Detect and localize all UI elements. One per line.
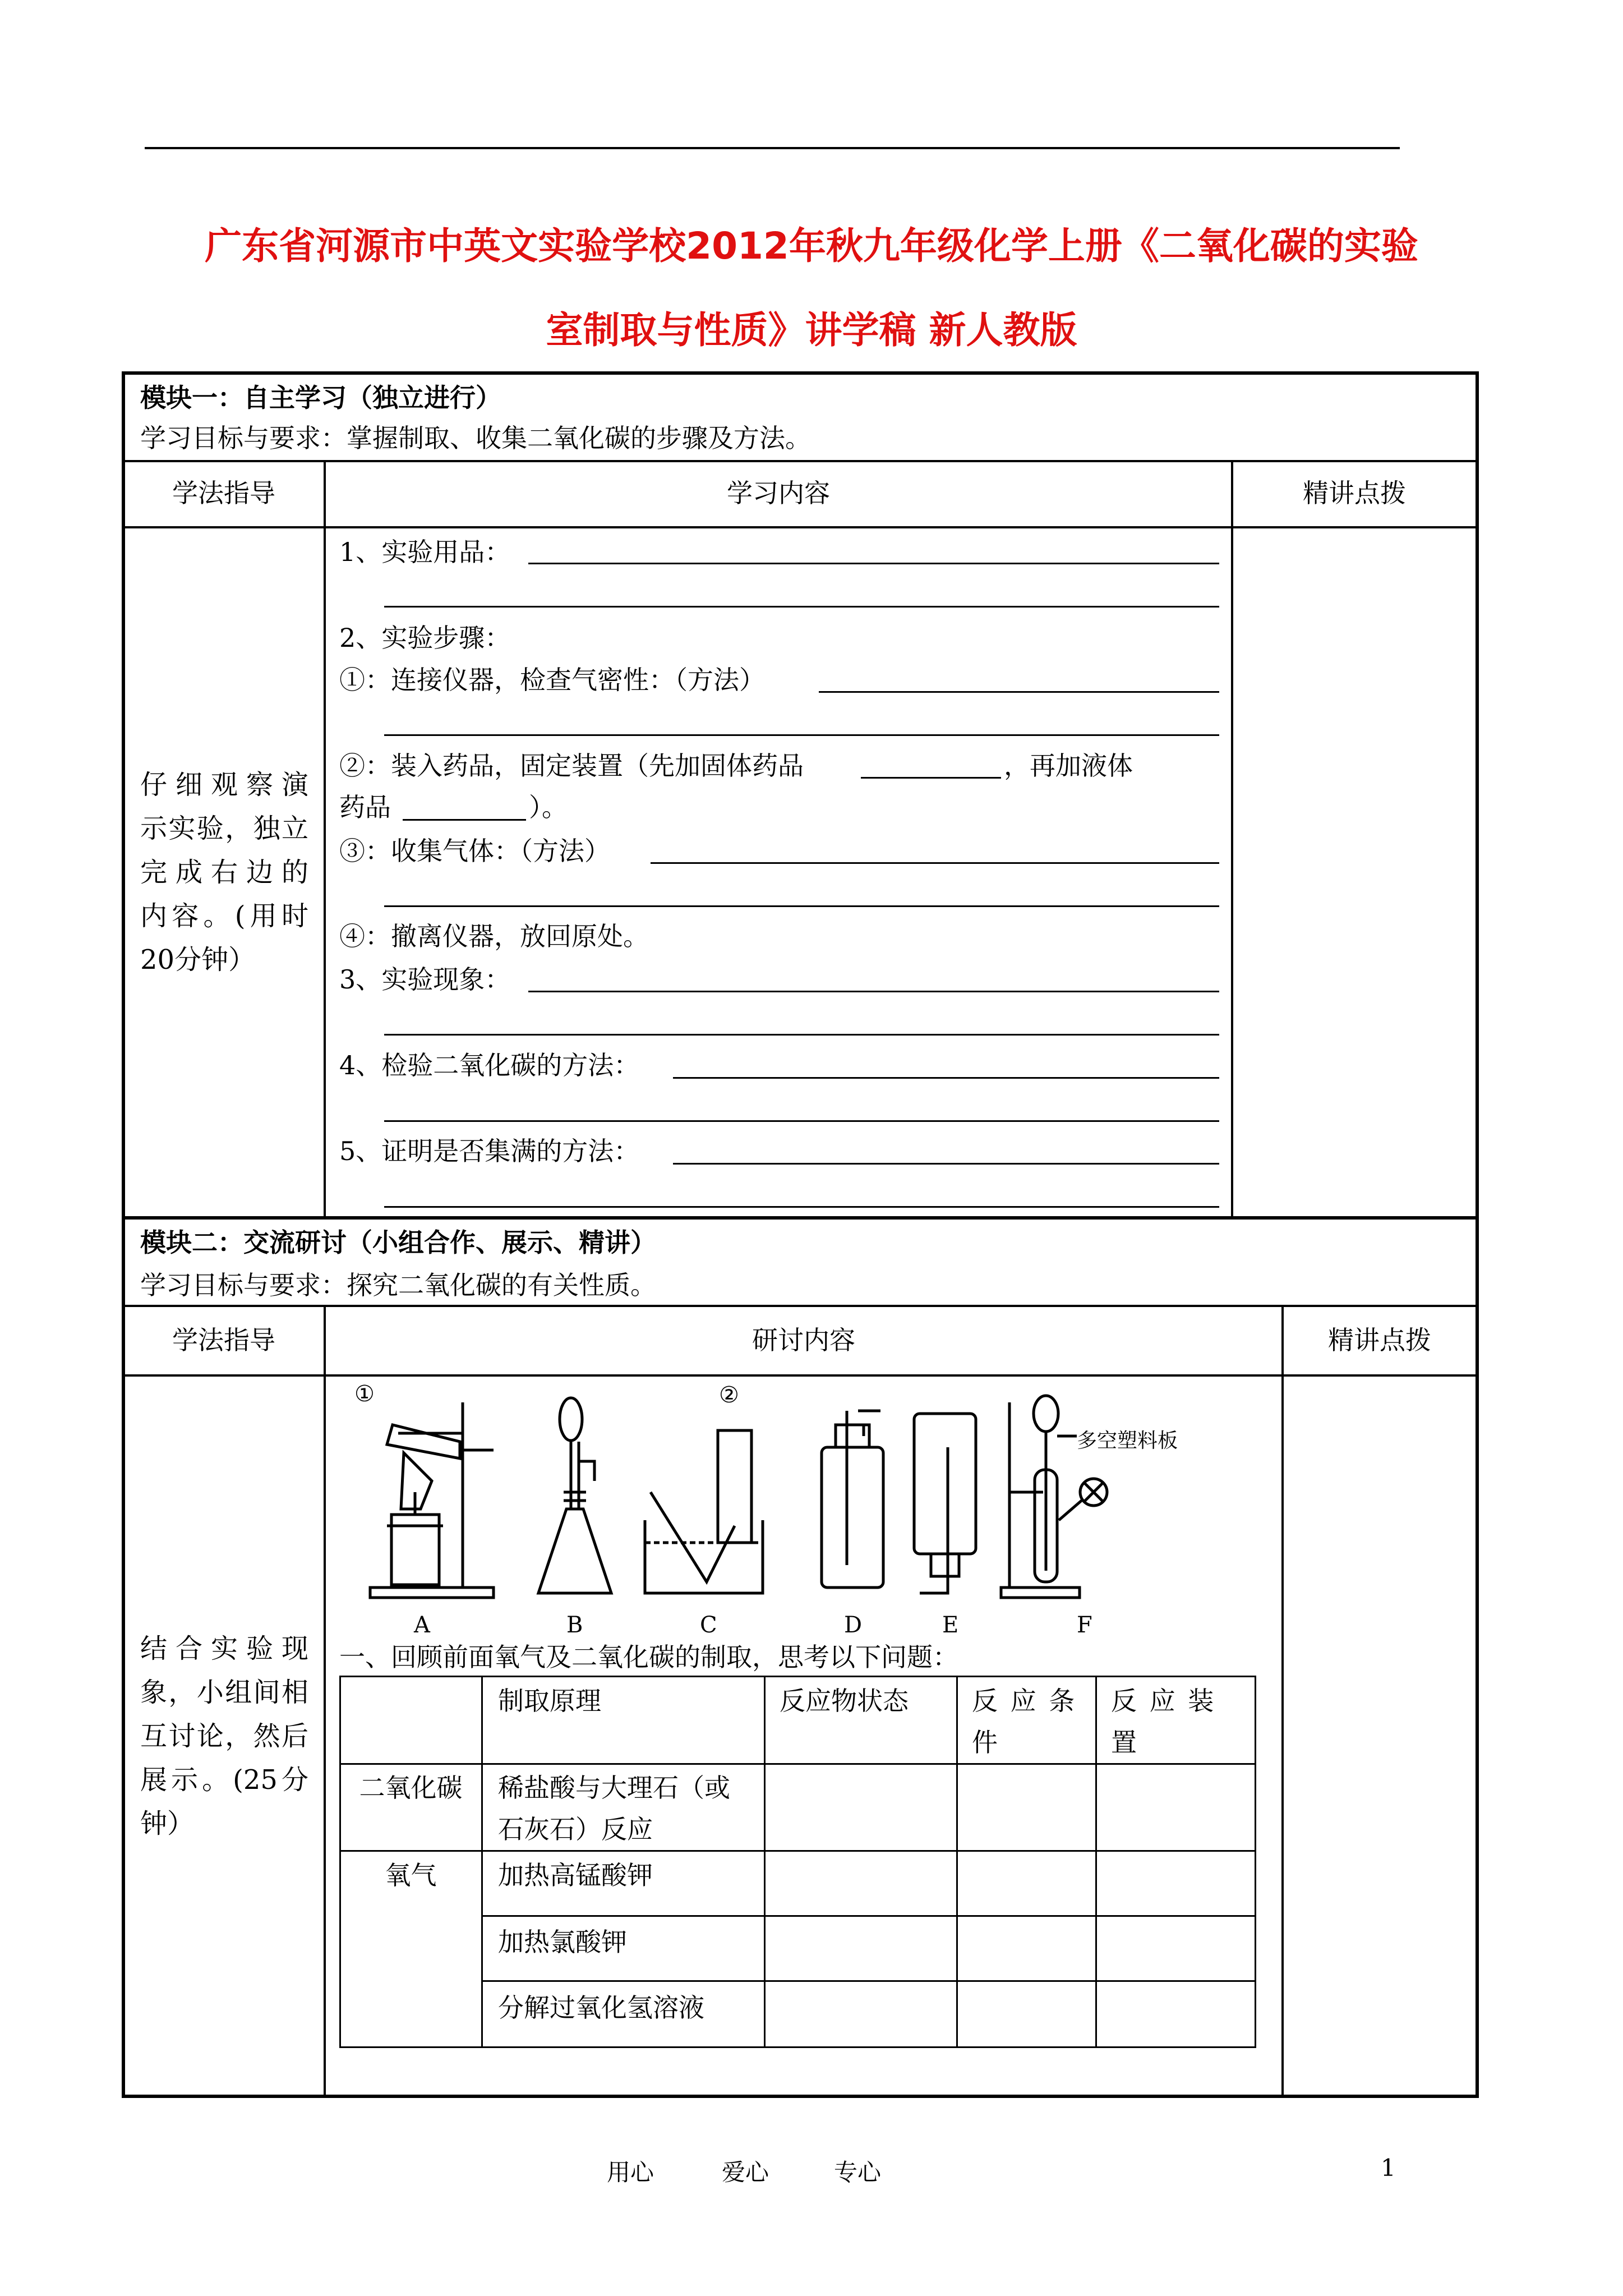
row-co2-label: 二氧化碳 bbox=[359, 1773, 463, 1803]
th-reactant-state: 反应物状态 bbox=[780, 1686, 909, 1716]
apparatus-f bbox=[1001, 1396, 1107, 1598]
module1-col-tips: 精讲点拨 bbox=[1303, 478, 1406, 508]
blank-equipment-1[interactable] bbox=[528, 563, 1219, 564]
apparatus-figure bbox=[348, 1380, 1256, 1638]
module2-col-content: 研讨内容 bbox=[752, 1325, 855, 1355]
footer-word-2: 爱心 bbox=[722, 2159, 769, 2186]
apparatus-e bbox=[914, 1414, 976, 1593]
blank-solid-reagent[interactable] bbox=[861, 777, 1001, 779]
footer-word-3: 专心 bbox=[834, 2159, 882, 2186]
footer-word-1: 用心 bbox=[607, 2159, 654, 2186]
th-apparatus: 反 应 装 置 bbox=[1111, 1686, 1216, 1757]
row-co2-principle: 稀盐酸与大理石（或石灰石）反应 bbox=[498, 1773, 730, 1844]
module1-col-guide: 学法指导 bbox=[172, 478, 275, 508]
th-principle: 制取原理 bbox=[498, 1686, 601, 1716]
label-b: B bbox=[566, 1612, 583, 1638]
row-o2-h2o2: 分解过氧化氢溶液 bbox=[498, 1993, 704, 2023]
label-d: D bbox=[844, 1612, 863, 1638]
apparatus-b bbox=[538, 1398, 611, 1593]
blank-liquid-reagent[interactable] bbox=[403, 819, 526, 821]
blank-full-2[interactable] bbox=[384, 1206, 1219, 1208]
mark-2: ② bbox=[719, 1382, 739, 1408]
apparatus-d bbox=[822, 1411, 883, 1588]
step-2a: ②：装入药品，固定装置（先加固体药品 bbox=[339, 751, 804, 781]
apparatus-c bbox=[645, 1430, 763, 1593]
step-1: ①：连接仪器，检查气密性：（方法） bbox=[339, 665, 765, 695]
item-test-method: 4、检验二氧化碳的方法： bbox=[339, 1050, 640, 1080]
module2-heading: 模块二：交流研讨（小组合作、展示、精讲） bbox=[140, 1227, 656, 1258]
step-2d: ）。 bbox=[529, 792, 568, 822]
header-rule bbox=[145, 147, 1400, 149]
label-f: F bbox=[1077, 1612, 1092, 1638]
item-steps: 2、实验步骤： bbox=[339, 623, 511, 653]
module1-guide-text: 仔细观察演 示实验，独立 完成右边的 内容。(用时 20分钟） bbox=[140, 769, 308, 976]
blank-test-1[interactable] bbox=[673, 1077, 1219, 1079]
doc-title-line1: 广东省河源市中英文实验学校2012年秋九年级化学上册《二氧化碳的实验 bbox=[205, 224, 1418, 268]
blank-equipment-2[interactable] bbox=[384, 606, 1219, 608]
module2-goal: 学习目标与要求：探究二氧化碳的有关性质。 bbox=[140, 1270, 656, 1300]
doc-title-line2: 室制取与性质》讲学稿 新人教版 bbox=[546, 309, 1077, 352]
label-e: E bbox=[942, 1612, 959, 1638]
module2-col-guide: 学法指导 bbox=[172, 1325, 275, 1355]
blank-full-1[interactable] bbox=[673, 1163, 1219, 1165]
page-number: 1 bbox=[1381, 2154, 1396, 2182]
module1-heading: 模块一：自主学习（独立进行） bbox=[140, 383, 501, 413]
step-4: ④：撤离仪器，放回原处。 bbox=[339, 921, 649, 951]
mark-1: ① bbox=[354, 1381, 375, 1407]
review-question: 一、回顾前面氧气及二氧化碳的制取，思考以下问题： bbox=[339, 1642, 958, 1672]
row-o2-kmno4: 加热高锰酸钾 bbox=[498, 1860, 653, 1890]
module2-guide-text: 结合实验现 象，小组间相 互讨论，然后 展示。(25分 钟） bbox=[140, 1633, 308, 1839]
blank-step1-2[interactable] bbox=[384, 734, 1219, 736]
item-full-method: 5、证明是否集满的方法： bbox=[339, 1136, 640, 1166]
blank-step3-2[interactable] bbox=[384, 905, 1219, 907]
item-equipment: 1、实验用品： bbox=[339, 537, 511, 567]
module1-col-content: 学习内容 bbox=[727, 478, 830, 508]
step-2c: 药品 bbox=[339, 792, 391, 822]
step-3: ③：收集气体：（方法） bbox=[339, 836, 610, 866]
apparatus-a bbox=[370, 1402, 494, 1598]
label-a: A bbox=[414, 1612, 430, 1638]
module1-goal: 学习目标与要求：掌握制取、收集二氧化碳的步骤及方法。 bbox=[140, 423, 811, 453]
label-c: C bbox=[700, 1612, 717, 1638]
plate-label: 多空塑料板 bbox=[1077, 1429, 1178, 1452]
module2-col-tips: 精讲点拨 bbox=[1328, 1325, 1431, 1355]
blank-step1-1[interactable] bbox=[819, 691, 1219, 693]
row-o2-label: 氧气 bbox=[385, 1860, 437, 1890]
blank-phenomenon-2[interactable] bbox=[384, 1034, 1219, 1036]
row-o2-kclo3: 加热氯酸钾 bbox=[498, 1927, 627, 1957]
blank-test-2[interactable] bbox=[384, 1120, 1219, 1122]
th-condition: 反 应 条 件 bbox=[972, 1686, 1077, 1757]
blank-phenomenon-1[interactable] bbox=[528, 991, 1219, 992]
step-2b: ，再加液体 bbox=[1004, 751, 1133, 781]
item-phenomenon: 3、实验现象： bbox=[339, 964, 511, 995]
blank-step3-1[interactable] bbox=[651, 862, 1219, 864]
